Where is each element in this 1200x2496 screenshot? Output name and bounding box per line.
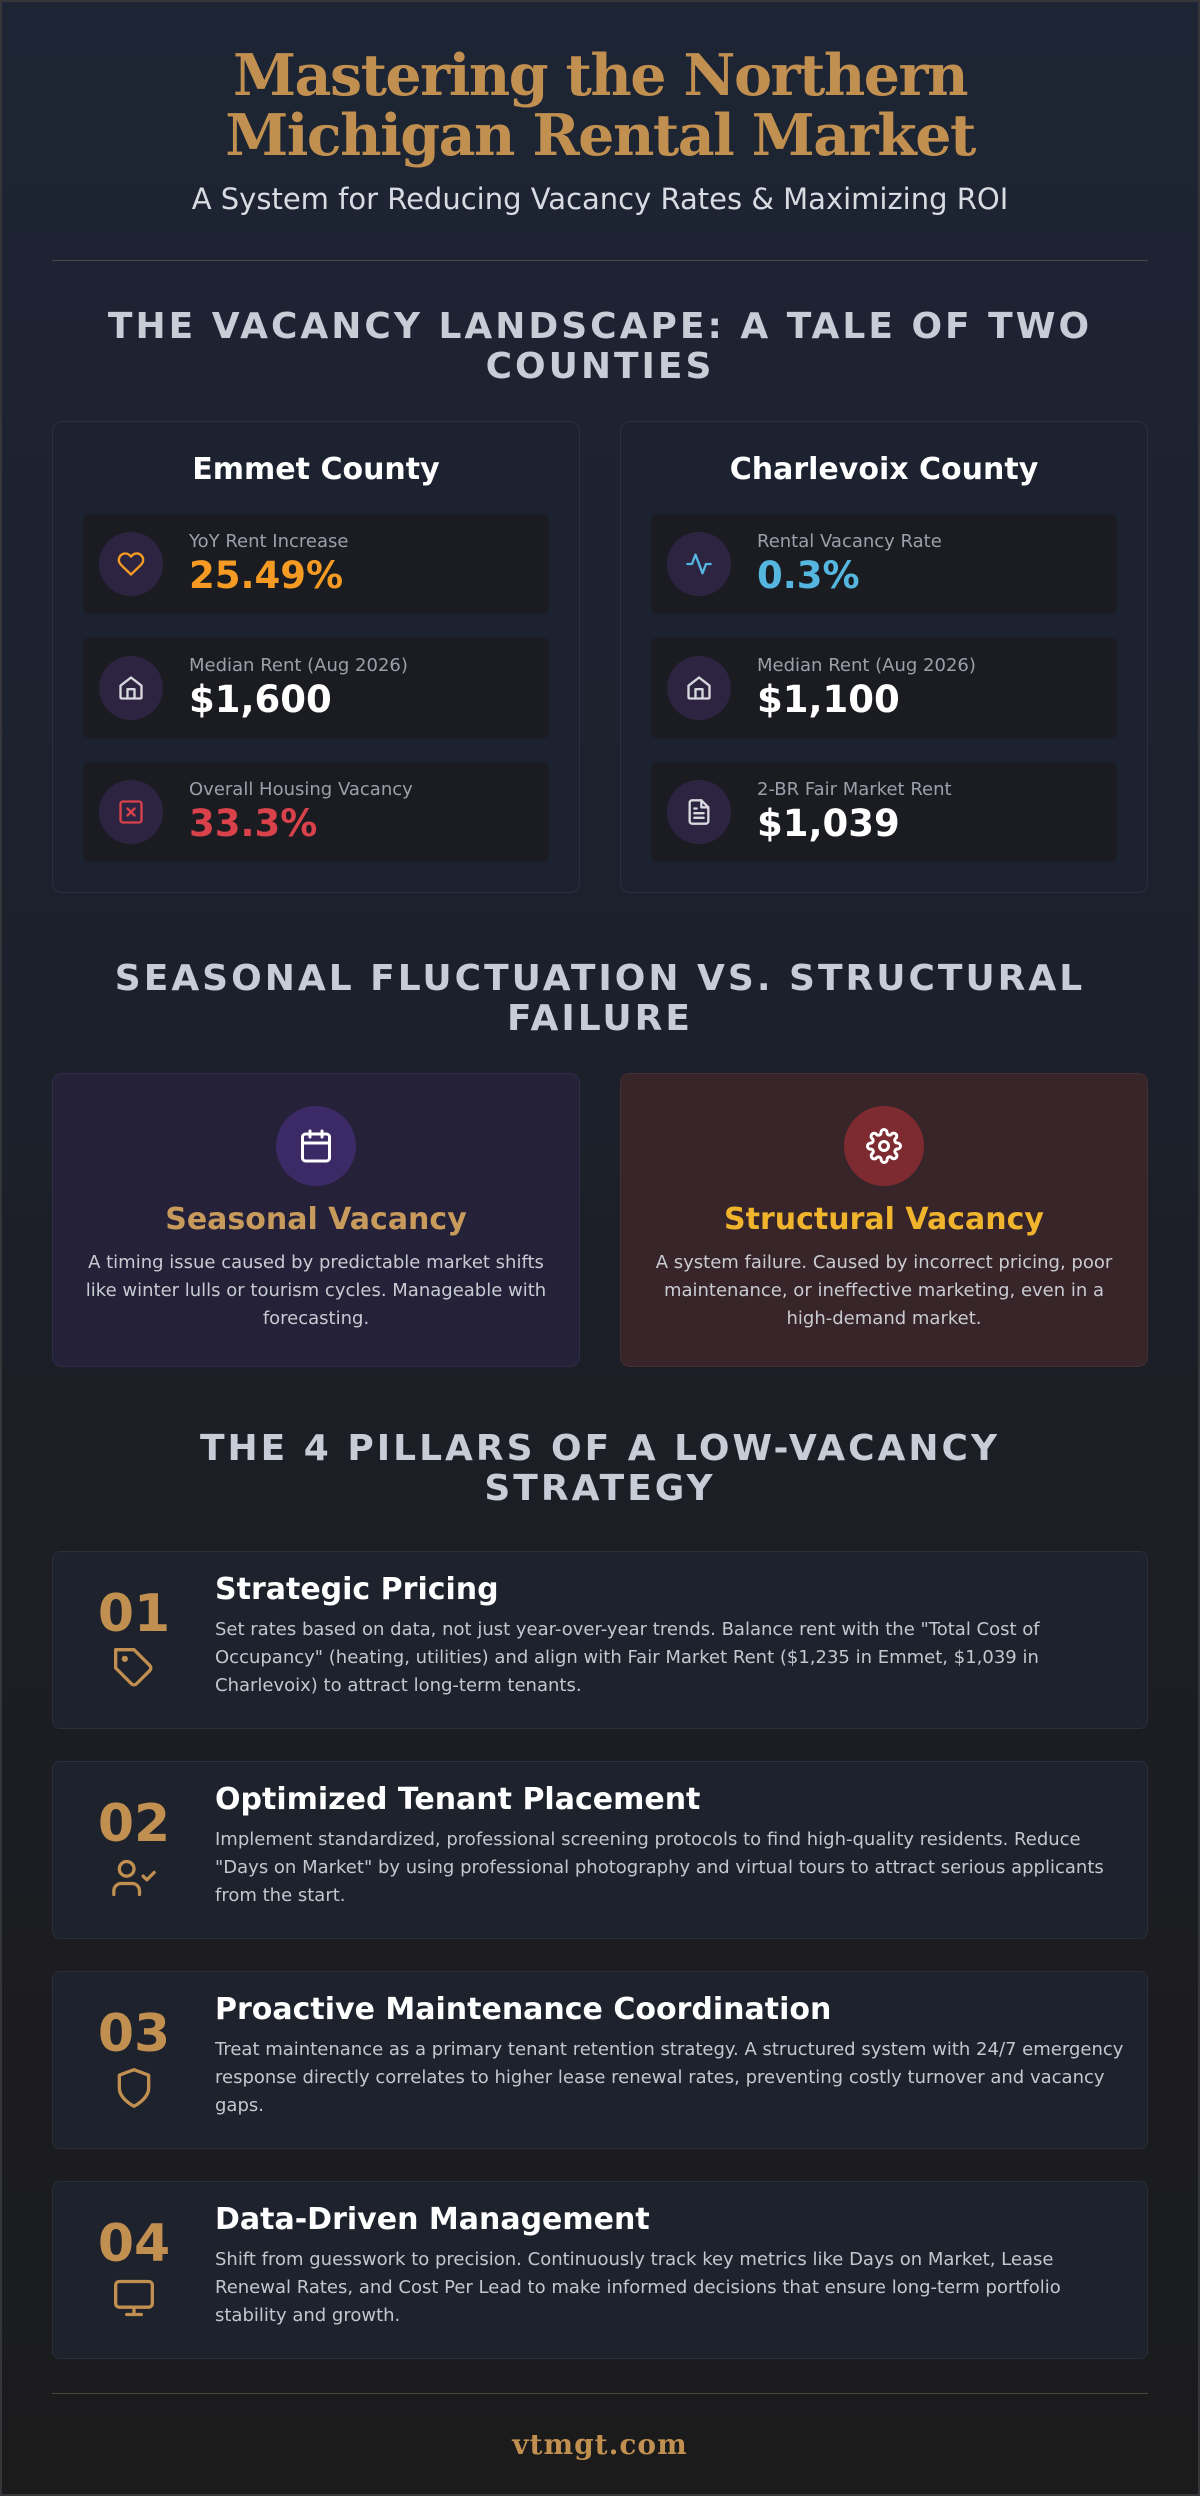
- calendar-icon: [276, 1106, 356, 1186]
- county-card-charlevoix: [620, 421, 1148, 893]
- pillar-description: Set rates based on data, not just year-over-year trends. Balance rent with the "Total Cost of Occupancy" (heating, utilities) and align with Fair Market Rent ($1,235 in Emmet, $1,039 in Charlevoix) to attract long-term tenants.: [215, 1619, 1040, 1696]
- user-check-icon: [53, 1856, 215, 1904]
- stat-row: [651, 762, 1117, 862]
- structural-vacancy-description: A system failure. Caused by incorrect pricing, poor maintenance, or ineffective marketing, even in a high-demand market.: [655, 1252, 1113, 1329]
- stat-label: Median Rent (Aug 2026): [189, 655, 408, 676]
- header: [2, 2, 1198, 216]
- stat-value: $1,600: [189, 678, 332, 721]
- pillar-title: Data-Driven Management: [215, 2202, 650, 2237]
- structural-vacancy-title: Structural Vacancy: [724, 1202, 1044, 1237]
- structural-vacancy-card: [620, 1073, 1148, 1367]
- document-icon: [667, 780, 731, 844]
- pillar-title: Strategic Pricing: [215, 1572, 499, 1607]
- footer-website: vtmgt.com: [512, 2428, 688, 2461]
- seasonal-vacancy-description: A timing issue caused by predictable market shifts like winter lulls or tourism cycles. Manageable with forecasting.: [85, 1252, 547, 1329]
- county-card-emmet: [52, 421, 580, 893]
- stat-value: 0.3%: [757, 554, 860, 597]
- stat-row: [651, 514, 1117, 614]
- county-name: Charlevoix County: [729, 452, 1039, 487]
- tag-icon: [53, 1646, 215, 1694]
- pillar-number: 02: [97, 1794, 171, 1854]
- stat-value: $1,100: [757, 678, 900, 721]
- stat-value: 25.49%: [189, 554, 344, 597]
- pillar-description: Implement standardized, professional screening protocols to find high-quality residents. Reduce "Days on Market" by using professional photography and virtual tours to attract serious applicants from the start.: [215, 1829, 1104, 1906]
- stat-value: $1,039: [757, 802, 900, 845]
- activity-icon: [667, 532, 731, 596]
- county-stats-grid: [52, 421, 1148, 893]
- stat-row: [83, 638, 549, 738]
- header-divider: [52, 260, 1148, 261]
- stat-label: Overall Housing Vacancy: [189, 779, 413, 800]
- stat-row: [83, 762, 549, 862]
- pillar-card: [52, 2181, 1148, 2359]
- pillar-number: 01: [97, 1584, 171, 1644]
- stat-label: YoY Rent Increase: [189, 531, 349, 552]
- heart-icon: [99, 532, 163, 596]
- stat-label: 2-BR Fair Market Rent: [757, 779, 952, 800]
- pillar-card: [52, 1971, 1148, 2149]
- page-title: Mastering the Northern Michigan Rental Market: [225, 42, 975, 169]
- vacancy-types-section-title: SEASONAL FLUCTUATION VS. STRUCTURAL FAILURE: [114, 958, 1086, 1039]
- stat-label: Rental Vacancy Rate: [757, 531, 942, 552]
- vacancy-types-grid: [52, 1073, 1148, 1367]
- pillar-description: Treat maintenance as a primary tenant retention strategy. A structured system with 24/7 emergency response directly correlates to higher lease renewal rates, preventing costly turnover and vacancy gaps.: [215, 2039, 1124, 2116]
- pillar-number: 03: [97, 2004, 171, 2064]
- pillar-card: [52, 1551, 1148, 1729]
- landscape-section-title: THE VACANCY LANDSCAPE: A TALE OF TWO COUNTIES: [107, 306, 1093, 387]
- seasonal-vacancy-title: Seasonal Vacancy: [165, 1202, 467, 1237]
- home-icon: [99, 656, 163, 720]
- gear-icon: [844, 1106, 924, 1186]
- shield-icon: [53, 2066, 215, 2114]
- stat-label: Median Rent (Aug 2026): [757, 655, 976, 676]
- pillar-number: 04: [97, 2214, 171, 2274]
- pillar-title: Proactive Maintenance Coordination: [215, 1992, 832, 2027]
- home-icon: [667, 656, 731, 720]
- x-square-icon: [99, 780, 163, 844]
- stat-row: [651, 638, 1117, 738]
- monitor-icon: [53, 2276, 215, 2324]
- stat-value: 33.3%: [189, 802, 318, 845]
- county-name: Emmet County: [192, 452, 440, 487]
- pillar-description: Shift from guesswork to precision. Continuously track key metrics like Days on Market, Lease Renewal Rates, and Cost Per Lead to make informed decisions that ensure long-term portfolio stability and growth.: [215, 2249, 1061, 2326]
- pillar-title: Optimized Tenant Placement: [215, 1782, 701, 1817]
- seasonal-vacancy-card: [52, 1073, 580, 1367]
- pillar-card: [52, 1761, 1148, 1939]
- page-subtitle: A System for Reducing Vacancy Rates & Maximizing ROI: [191, 182, 1009, 216]
- pillars-section-title: THE 4 PILLARS OF A LOW-VACANCY STRATEGY: [199, 1428, 1001, 1509]
- stat-row: [83, 514, 549, 614]
